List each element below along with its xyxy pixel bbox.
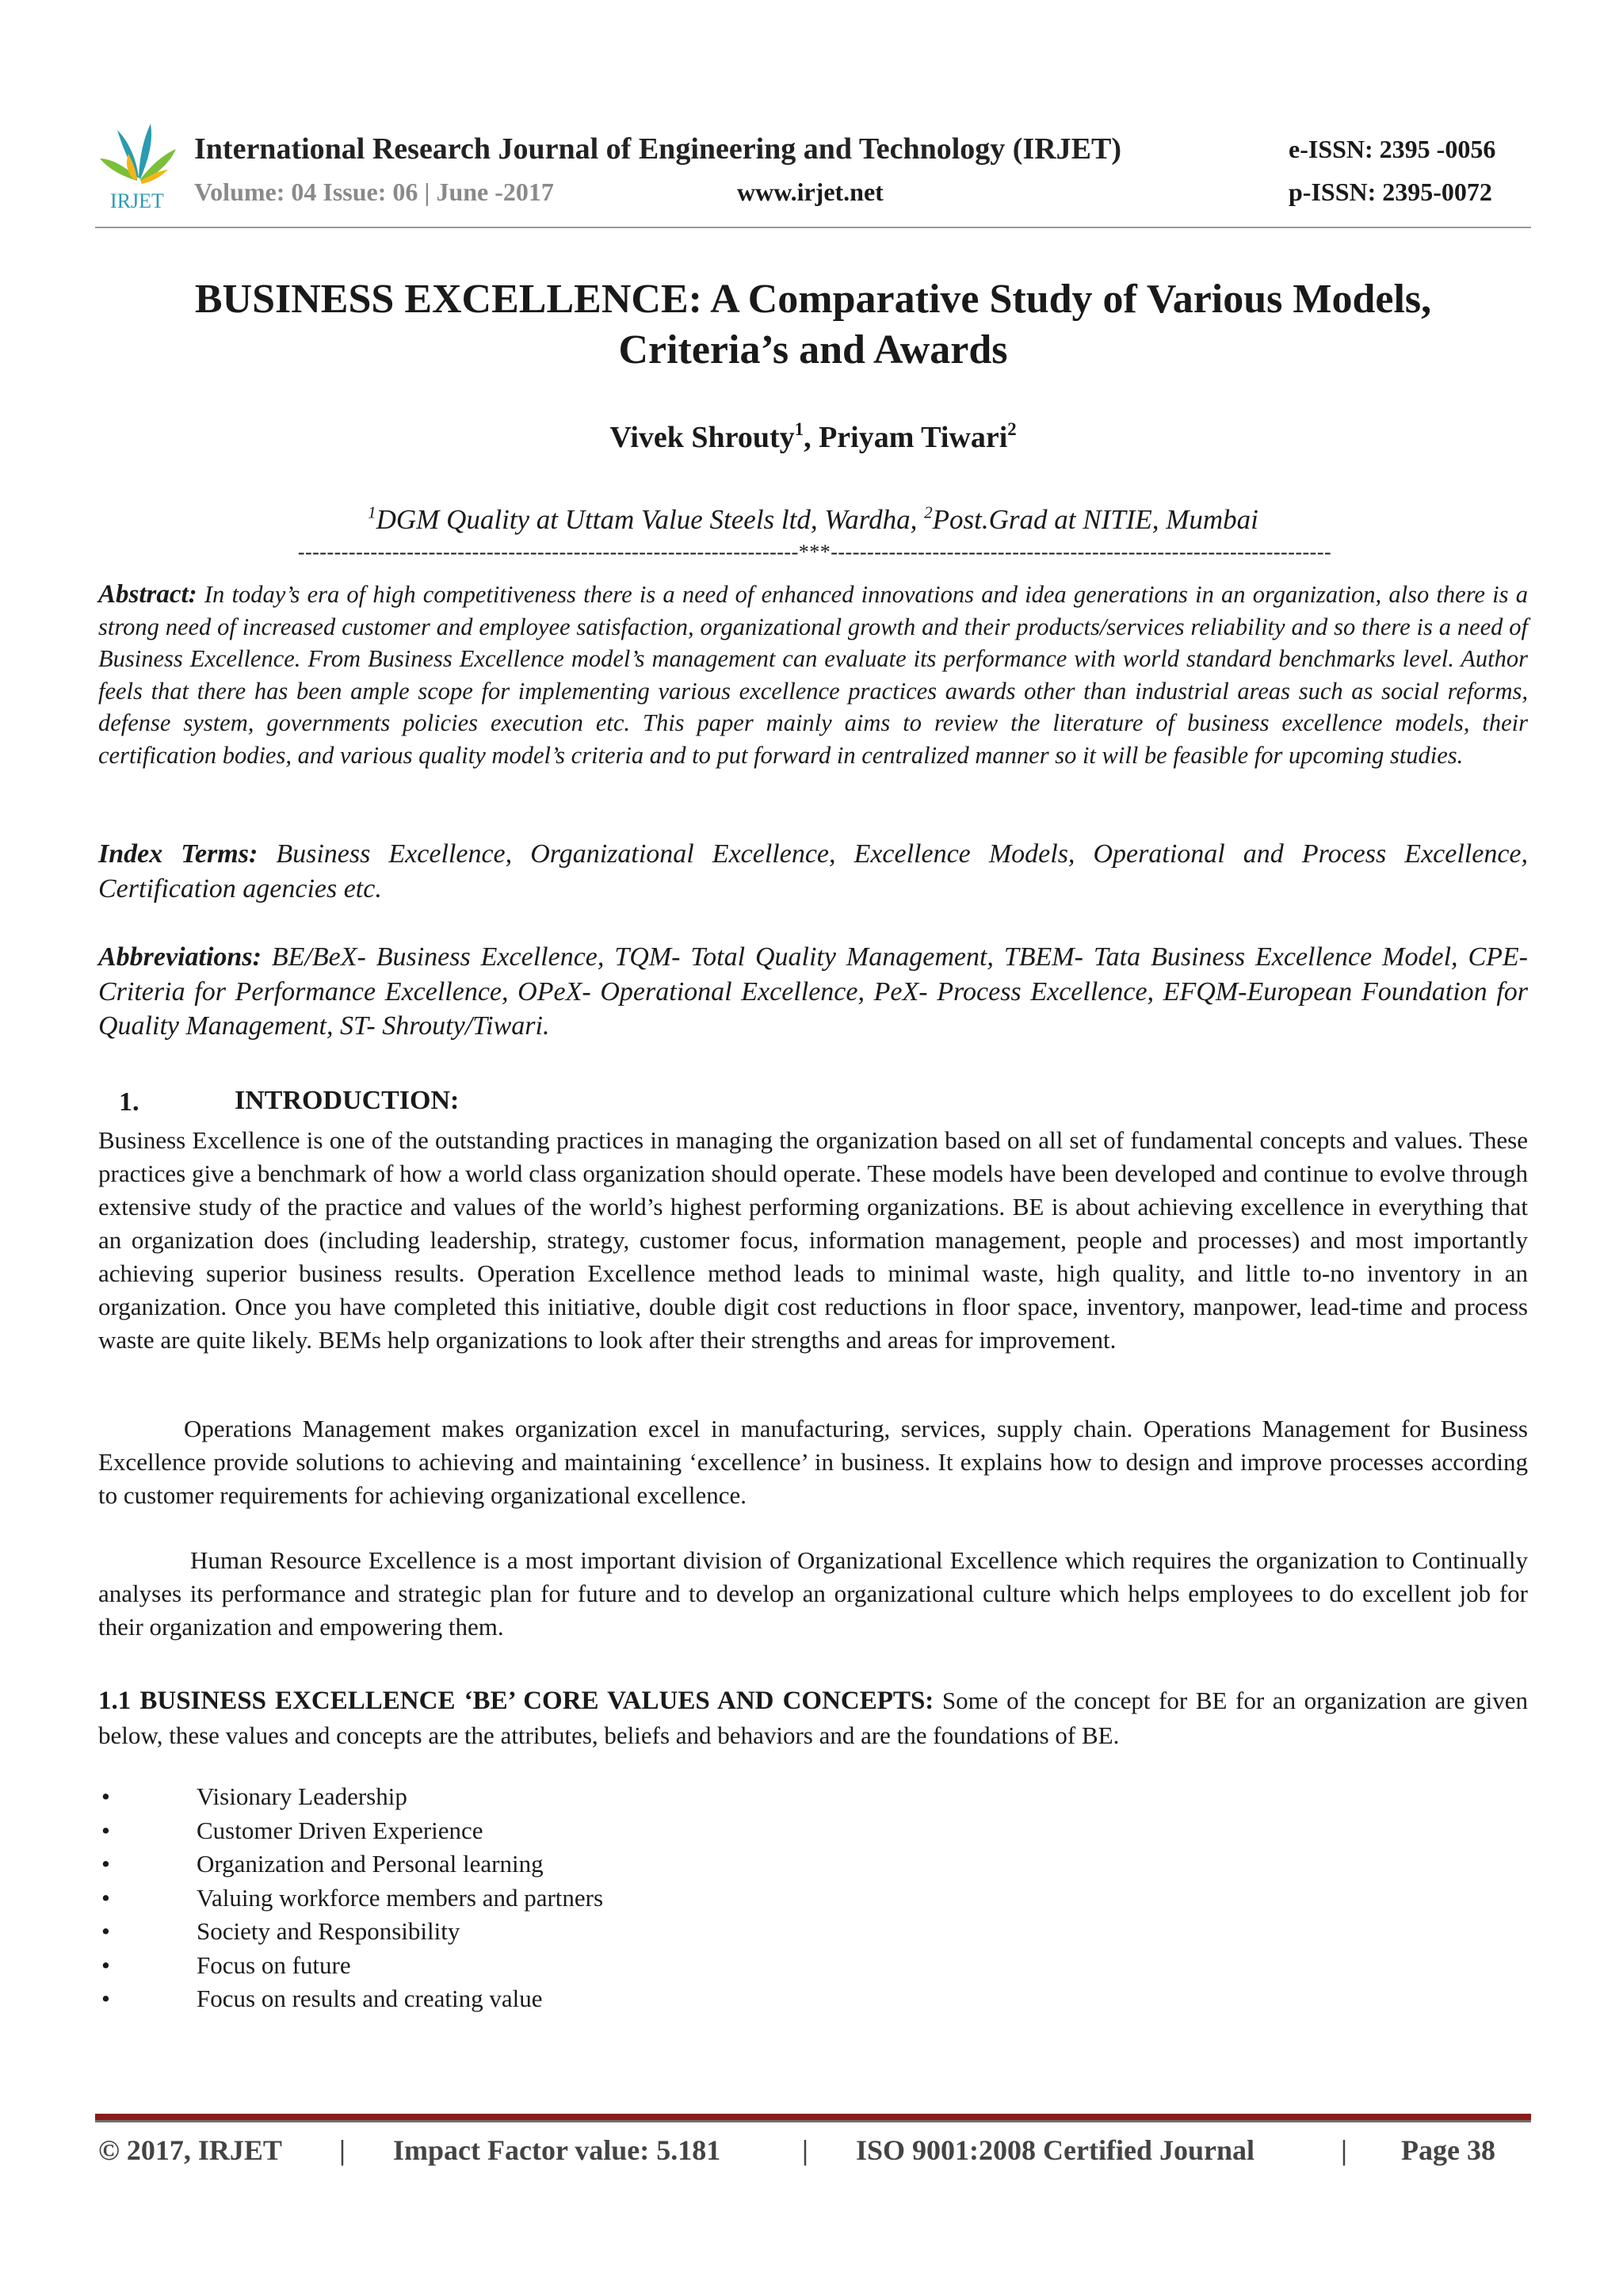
e-issn: e-ISSN: 2395 -0056 <box>1289 135 1496 163</box>
section-1-1-text: Some of the concept for BE for an organization are given below, these values and concepts are the attributes, beliefs and behaviors and are the foundations of BE. <box>98 1687 1528 1749</box>
list-item <box>98 1949 603 1983</box>
affiliation-2: Post.Grad at NITIE, Mumbai <box>932 504 1258 535</box>
bullet-icon: • <box>101 1883 110 1912</box>
volume-issue: Volume: 04 Issue: 06 | June -2017 <box>194 178 554 206</box>
authors <box>95 420 1531 455</box>
bullet-icon: • <box>101 1816 110 1844</box>
author-1: Vivek Shrouty <box>609 421 795 454</box>
bullet-icon: • <box>101 1950 110 1979</box>
list-item <box>98 1847 603 1881</box>
bullet-icon: • <box>101 1917 110 1945</box>
section-number: 1. <box>119 1087 139 1117</box>
journal-website-link[interactable]: www.irjet.net <box>737 178 884 206</box>
list-item-text: Focus on future <box>197 1950 351 1979</box>
index-terms-text: Business Excellence, Organizational Excellence, Excellence Models, Operational and Process Excellence, Certification agencies etc. <box>98 839 1529 904</box>
section-1-1 <box>98 1683 1528 1753</box>
footer-separator: | <box>802 2134 808 2166</box>
footer-iso: ISO 9001:2008 Certified Journal <box>856 2134 1254 2166</box>
title-line-1: BUSINESS EXCELLENCE: A Comparative Study of Various Models, <box>194 277 1432 322</box>
footer-separator: | <box>1341 2134 1347 2166</box>
list-item <box>98 1780 603 1814</box>
bullet-icon: • <box>101 1850 110 1878</box>
section-separator: ---------------------------------------------------------------------***--------------------------------------------------------------------- <box>297 541 1332 563</box>
bullet-icon: • <box>101 1985 110 2012</box>
logo-leaf-icon <box>100 124 176 184</box>
irjet-logo <box>94 119 181 212</box>
title-line-2: Criteria’s and Awards <box>618 327 1008 372</box>
footer-impact-factor: Impact Factor value: 5.181 <box>393 2134 721 2166</box>
list-item <box>98 1915 603 1949</box>
footer-divider <box>95 2114 1531 2122</box>
section-heading-introduction: INTRODUCTION: <box>235 1086 460 1115</box>
journal-name: International Research Journal of Engineering and Technology (IRJET) <box>194 132 1122 166</box>
bullet-icon: • <box>101 1782 110 1810</box>
list-item-text: Valuing workforce members and partners <box>197 1883 604 1912</box>
page-number: Page 38 <box>1401 2134 1495 2166</box>
index-terms <box>98 837 1528 907</box>
abbreviations <box>98 940 1528 1044</box>
list-item <box>98 1881 603 1916</box>
list-item <box>98 1982 603 2016</box>
logo-text: IRJET <box>110 189 164 212</box>
list-item-text: Visionary Leadership <box>197 1782 407 1810</box>
author-1-sup: 1 <box>794 419 804 440</box>
affiliation-2-sup: 2 <box>924 502 933 522</box>
abstract-label: Abstract: <box>98 580 197 609</box>
abbreviations-text: BE/BeX- Business Excellence, TQM- Total Quality Management, TBEM- Tata Business Excellence Model, CPE- Criteria for Performance Excellence, OPeX- Operational Excellence, PeX- Process Excellence, EFQM-European Foundation for Quality Management, ST- Shrouty/Tiwari. <box>98 942 1528 1041</box>
footer-copyright: © 2017, IRJET <box>98 2134 282 2166</box>
intro-paragraph-3: Human Resource Excellence is a most important division of Organizational Excellence which requires the organization to Continually analyses its performance and strategic plan for future and to develop an organizational culture which helps employees to do excellent job for their organization and empowering them. <box>98 1546 1528 1641</box>
abstract <box>98 579 1528 771</box>
author-separator: , <box>804 421 819 454</box>
list-item-text: Customer Driven Experience <box>197 1816 483 1844</box>
p-issn: p-ISSN: 2395-0072 <box>1289 178 1492 206</box>
abstract-text: In today’s era of high competitiveness there is a need of enhanced innovations and idea generations in an organization, also there is a strong need of increased customer and employee satisfaction, organizational growth and their products/services reliability and so there is a need of Business Excellence. From Business Excellence model’s management can evaluate its performance with world standard benchmarks level. Author feels that there has been ample scope for implementing various excellence practices awards other than industrial areas such as social reforms, defense system, governments policies execution etc. This paper mainly aims to review the literature of business excellence models, their certification bodies, and various quality model’s criteria and to put forward in centralized manner so it will be feasible for upcoming studies. <box>98 581 1528 769</box>
affiliation-1-sup: 1 <box>368 502 376 522</box>
index-terms-label: Index Terms: <box>98 839 258 869</box>
footer-separator: | <box>339 2134 346 2166</box>
intro-paragraph-2: Operations Management makes organization excel in manufacturing, services, supply chain. Operations Management for Business Excellence provide solutions to achieving and maintaining ‘excellence’ in business. It explains how to design and improve processes according to customer requirements for achieving organizational excellence. <box>98 1415 1528 1509</box>
author-2-sup: 2 <box>1007 419 1017 440</box>
header-divider <box>95 227 1531 228</box>
section-1-1-heading: 1.1 BUSINESS EXCELLENCE ‘BE’ CORE VALUES AND CONCEPTS: <box>98 1687 934 1715</box>
affiliation <box>95 504 1531 536</box>
abbreviations-label: Abbreviations: <box>98 942 262 972</box>
paper-title <box>95 274 1531 376</box>
core-values-list <box>98 1780 603 2016</box>
list-item <box>98 1814 603 1848</box>
list-item-text: Society and Responsibility <box>197 1917 460 1945</box>
author-2: Priyam Tiwari <box>819 421 1008 454</box>
list-item-text: Organization and Personal learning <box>197 1850 544 1878</box>
affiliation-1: DGM Quality at Uttam Value Steels ltd, Wardha, <box>376 504 925 535</box>
intro-paragraph-1: Business Excellence is one of the outstanding practices in managing the organization based on all set of fundamental concepts and values. These practices give a benchmark of how a world class organization should operate. These models have been developed and continue to evolve through extensive study of the practice and values of the world’s highest performing organizations. BE is about achieving excellence in everything that an organization does (including leadership, strategy, customer focus, information management, people and processes) and most importantly achieving superior business results. Operation Excellence method leads to minimal waste, high quality, and little to-no inventory in an organization. Once you have completed this initiative, double digit cost reductions in floor space, inventory, manpower, lead-time and process waste are quite likely. BEMs help organizations to look after their strengths and areas for improvement. <box>98 1126 1528 1354</box>
list-item-text: Focus on results and creating value <box>197 1985 543 2012</box>
